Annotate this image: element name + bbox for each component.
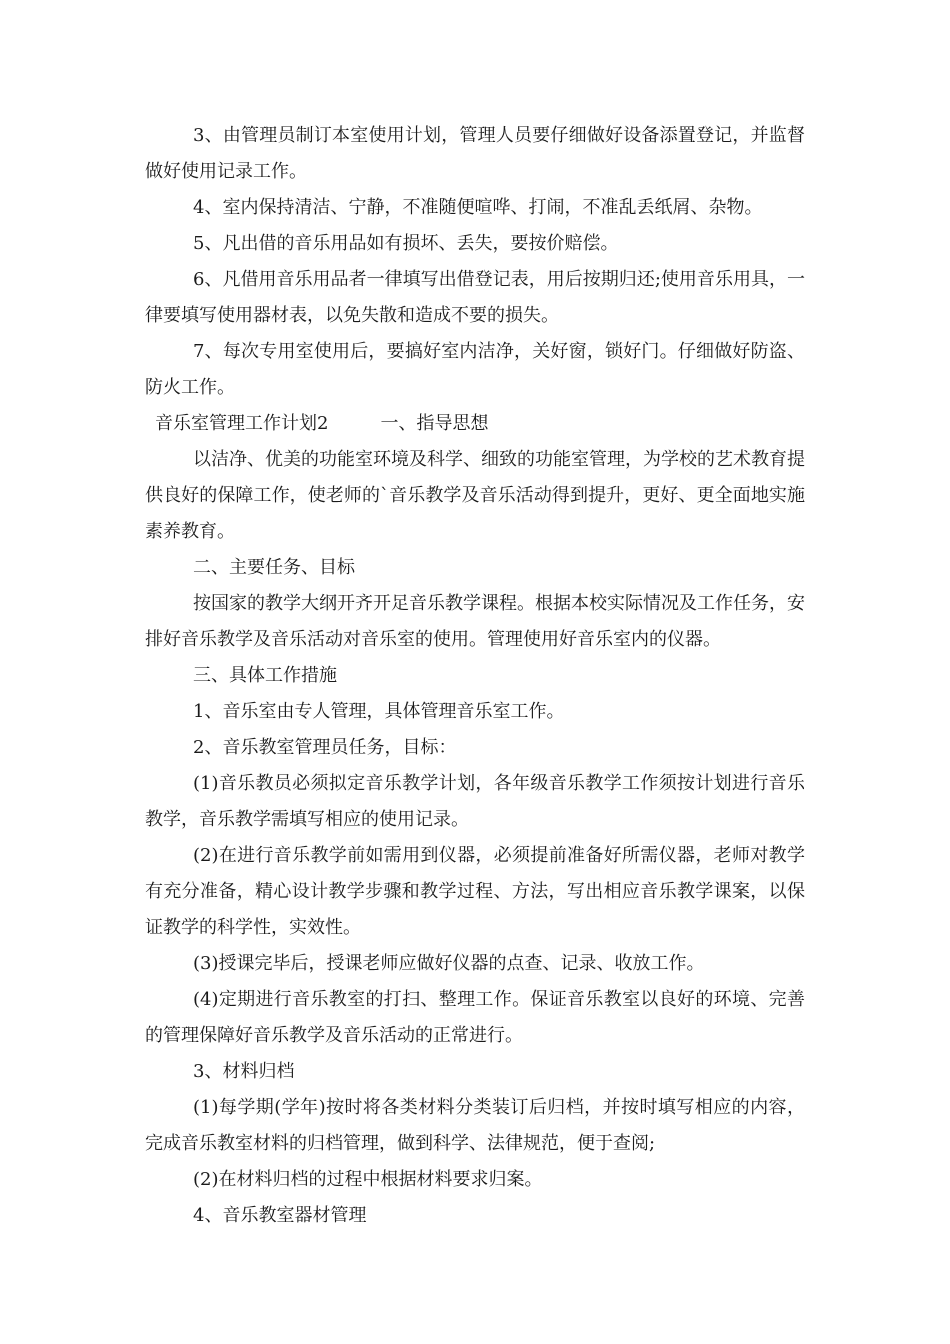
paragraph: 按国家的教学大纲开齐开足音乐教学课程。根据本校实际情况及工作任务，安排好音乐教学及音乐活动对音乐室的使用。管理使用好音乐室内的仪器。 bbox=[145, 593, 805, 650]
paragraph: 7、每次专用室使用后，要搞好室内洁净，关好窗，锁好门。仔细做好防盗、防火工作。 bbox=[145, 341, 805, 398]
paragraph: (2)在进行音乐教学前如需用到仪器，必须提前准备好所需仪器，老师对教学有充分准备，精心设计教学步骤和教学过程、方法，写出相应音乐教学课案，以保证教学的科学性，实效性。 bbox=[145, 845, 805, 938]
paragraph: 5、凡出借的音乐用品如有损坏、丢失，要按价赔偿。 bbox=[193, 233, 619, 254]
paragraph: (4)定期进行音乐教室的打扫、整理工作。保证音乐教室以良好的环境、完善的管理保障好音乐教学及音乐活动的正常进行。 bbox=[145, 989, 805, 1046]
paragraph: 1、音乐室由专人管理，具体管理音乐室工作。 bbox=[193, 701, 565, 722]
paragraph: 3、由管理员制订本室使用计划，管理人员要仔细做好设备添置登记，并监督做好使用记录工作。 bbox=[145, 125, 805, 182]
section-heading: 一、指导思想 bbox=[380, 413, 489, 434]
paragraph: 6、凡借用音乐用品者一律填写出借登记表，用后按期归还;使用音乐用具，一律要填写使用器材表，以免失散和造成不要的损失。 bbox=[145, 269, 805, 326]
paragraph: 2、音乐教室管理员任务，目标： bbox=[193, 737, 457, 758]
subheading: 3、材料归档 bbox=[193, 1061, 295, 1082]
subheading: 三、具体工作措施 bbox=[193, 665, 337, 686]
paragraph: (2)在材料归档的过程中根据材料要求归案。 bbox=[193, 1169, 543, 1190]
paragraph: (3)授课完毕后，授课老师应做好仪器的点查、记录、收放工作。 bbox=[193, 953, 705, 974]
paragraph: 4、室内保持清洁、宁静，不准随便喧哗、打闹，不准乱丢纸屑、杂物。 bbox=[193, 197, 763, 218]
section-title: 音乐室管理工作计划2 bbox=[155, 413, 329, 434]
paragraph: 以洁净、优美的功能室环境及科学、细致的功能室管理，为学校的艺术教育提供良好的保障工作，使老师的`音乐教学及音乐活动得到提升，更好、更全面地实施素养教育。 bbox=[145, 449, 805, 542]
paragraph: (1)音乐教员必须拟定音乐教学计划，各年级音乐教学工作须按计划进行音乐教学，音乐教学需填写相应的使用记录。 bbox=[145, 773, 805, 830]
subheading: 二、主要任务、目标 bbox=[193, 557, 355, 578]
section-title-line bbox=[145, 406, 805, 442]
document-body bbox=[145, 118, 805, 1234]
paragraph: (1)每学期(学年)按时将各类材料分类装订后归档，并按时填写相应的内容，完成音乐教室材料的归档管理，做到科学、法律规范，便于查阅; bbox=[145, 1097, 805, 1154]
subheading: 4、音乐教室器材管理 bbox=[193, 1205, 367, 1226]
